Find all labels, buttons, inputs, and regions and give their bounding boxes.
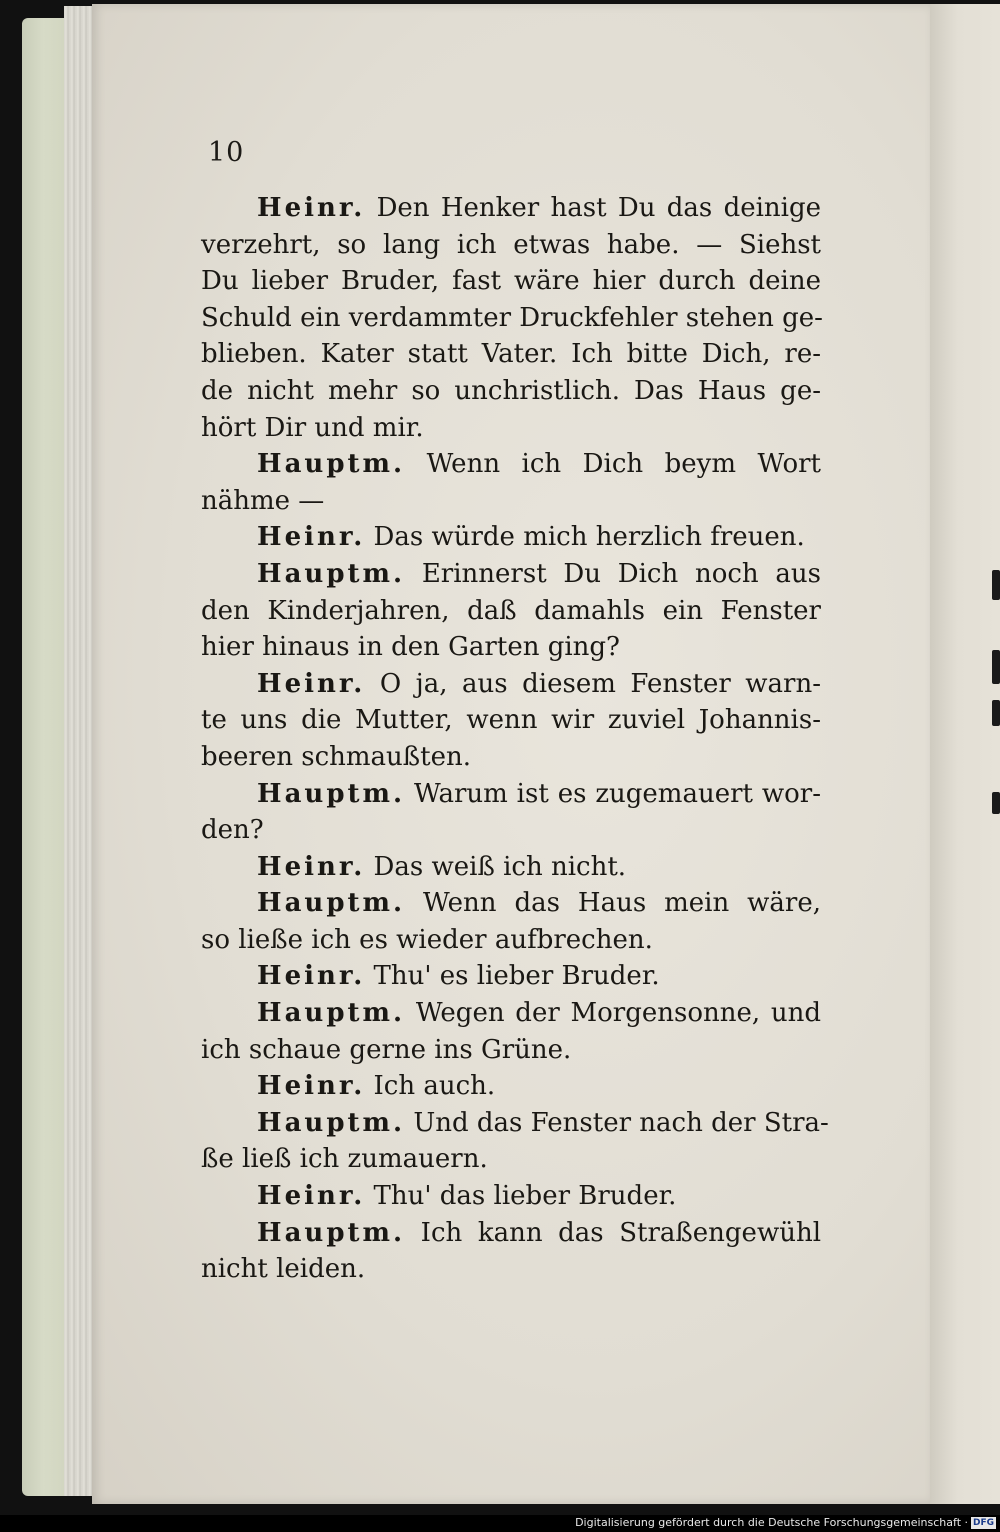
text-line [201, 1178, 821, 1215]
speaker-name: Hauptm. [257, 888, 406, 919]
line-text: hier hinaus in den Garten ging? [201, 632, 620, 663]
line-text: Und das Fenster nach der Stra- [413, 1107, 829, 1138]
line-text: Thu' es lieber Bruder. [373, 961, 660, 992]
page-number: 10 [208, 137, 245, 168]
line-text: beeren schmaußten. [201, 741, 472, 772]
text-line [201, 1032, 821, 1069]
text-line [201, 629, 821, 666]
line-text: de nicht mehr so unchristlich. Das Haus ge- [201, 375, 821, 406]
line-text: Thu' das lieber Bruder. [373, 1181, 677, 1212]
footer-bar [0, 1515, 1000, 1532]
text-line [201, 849, 821, 886]
line-text: Das würde mich herzlich freuen. [373, 522, 805, 553]
line-text: Das weiß ich nicht. [373, 851, 627, 882]
text-line [201, 995, 821, 1032]
speaker-name: Heinr. [257, 1071, 366, 1102]
text-line [201, 1141, 821, 1178]
speaker-name: Heinr. [257, 961, 366, 992]
text-line [201, 776, 821, 813]
text-line [201, 885, 821, 922]
speaker-name: Heinr. [257, 193, 366, 223]
line-text: Warum ist es zugemauert wor- [413, 778, 821, 809]
line-text: Ich auch. [373, 1071, 496, 1102]
text-line [201, 373, 821, 410]
line-text: Schuld ein verdammter Druckfehler stehen ge- [201, 302, 823, 333]
speaker-name: Heinr. [257, 668, 366, 699]
line-text: Wenn das Haus mein wäre, [423, 888, 821, 919]
text-line [201, 263, 821, 300]
line-text: Du lieber Bruder, fast wäre hier durch deine [201, 266, 821, 297]
line-text: blieben. Kater statt Vater. Ich bitte Dich, re- [201, 339, 821, 370]
line-text: ich schaue gerne ins Grüne. [201, 1034, 572, 1065]
text-line [201, 1215, 821, 1252]
dfg-logo-icon: DFG [972, 1518, 994, 1528]
text-line [201, 1251, 821, 1288]
line-text: Wenn ich Dich beym Wort [426, 449, 821, 480]
text-line [201, 190, 821, 227]
line-text: Ich kann das Straßengewühl [420, 1217, 822, 1248]
facing-page-edge [930, 4, 1000, 1504]
speaker-name: Hauptm. [257, 998, 406, 1029]
line-text: Wegen der Morgensonne, und [415, 998, 821, 1029]
line-text: nähme — [201, 485, 325, 516]
line-text: Erinnerst Du Dich noch aus [421, 558, 821, 589]
speaker-name: Hauptm. [257, 1107, 406, 1138]
text-line [201, 593, 821, 630]
text-line [201, 556, 821, 593]
line-text: den Kinderjahren, daß damahls ein Fenster [201, 595, 821, 626]
line-text: so ließe ich es wieder aufbrechen. [201, 924, 653, 955]
line-text: hört Dir und mir. [201, 412, 424, 443]
text-line [201, 1068, 821, 1105]
text-line [201, 446, 821, 483]
text-line [201, 519, 821, 556]
line-text: verzehrt, so lang ich etwas habe. — Siehst [201, 229, 821, 260]
speaker-name: Hauptm. [257, 558, 406, 589]
text-line [201, 958, 821, 995]
speaker-name: Hauptm. [257, 449, 406, 480]
text-line [201, 922, 821, 959]
line-text: ße ließ ich zumauern. [201, 1144, 488, 1175]
line-text: te uns die Mutter, wenn wir zuviel Johannis- [201, 705, 821, 736]
text-line [201, 410, 821, 447]
text-line [201, 300, 821, 337]
text-line [201, 666, 821, 703]
line-text: Den Henker hast Du das deinige [376, 193, 822, 223]
speaker-name: Heinr. [257, 851, 366, 882]
text-line [201, 483, 821, 520]
speaker-name: Hauptm. [257, 778, 406, 809]
text-line [201, 739, 821, 776]
text-line [201, 227, 821, 264]
footer-credit: Digitalisierung gefördert durch die Deutsche Forschungsgemeinschaft · [575, 1516, 968, 1529]
speaker-name: Heinr. [257, 1181, 366, 1212]
speaker-name: Heinr. [257, 522, 366, 553]
line-text: nicht leiden. [201, 1254, 366, 1285]
line-text: den? [201, 815, 264, 846]
text-line [201, 702, 821, 739]
text-block [201, 190, 829, 1288]
text-line [201, 812, 821, 849]
text-line [201, 336, 821, 373]
speaker-name: Hauptm. [257, 1217, 406, 1248]
line-text: O ja, aus diesem Fenster warn- [379, 668, 822, 699]
text-line [201, 1105, 829, 1142]
